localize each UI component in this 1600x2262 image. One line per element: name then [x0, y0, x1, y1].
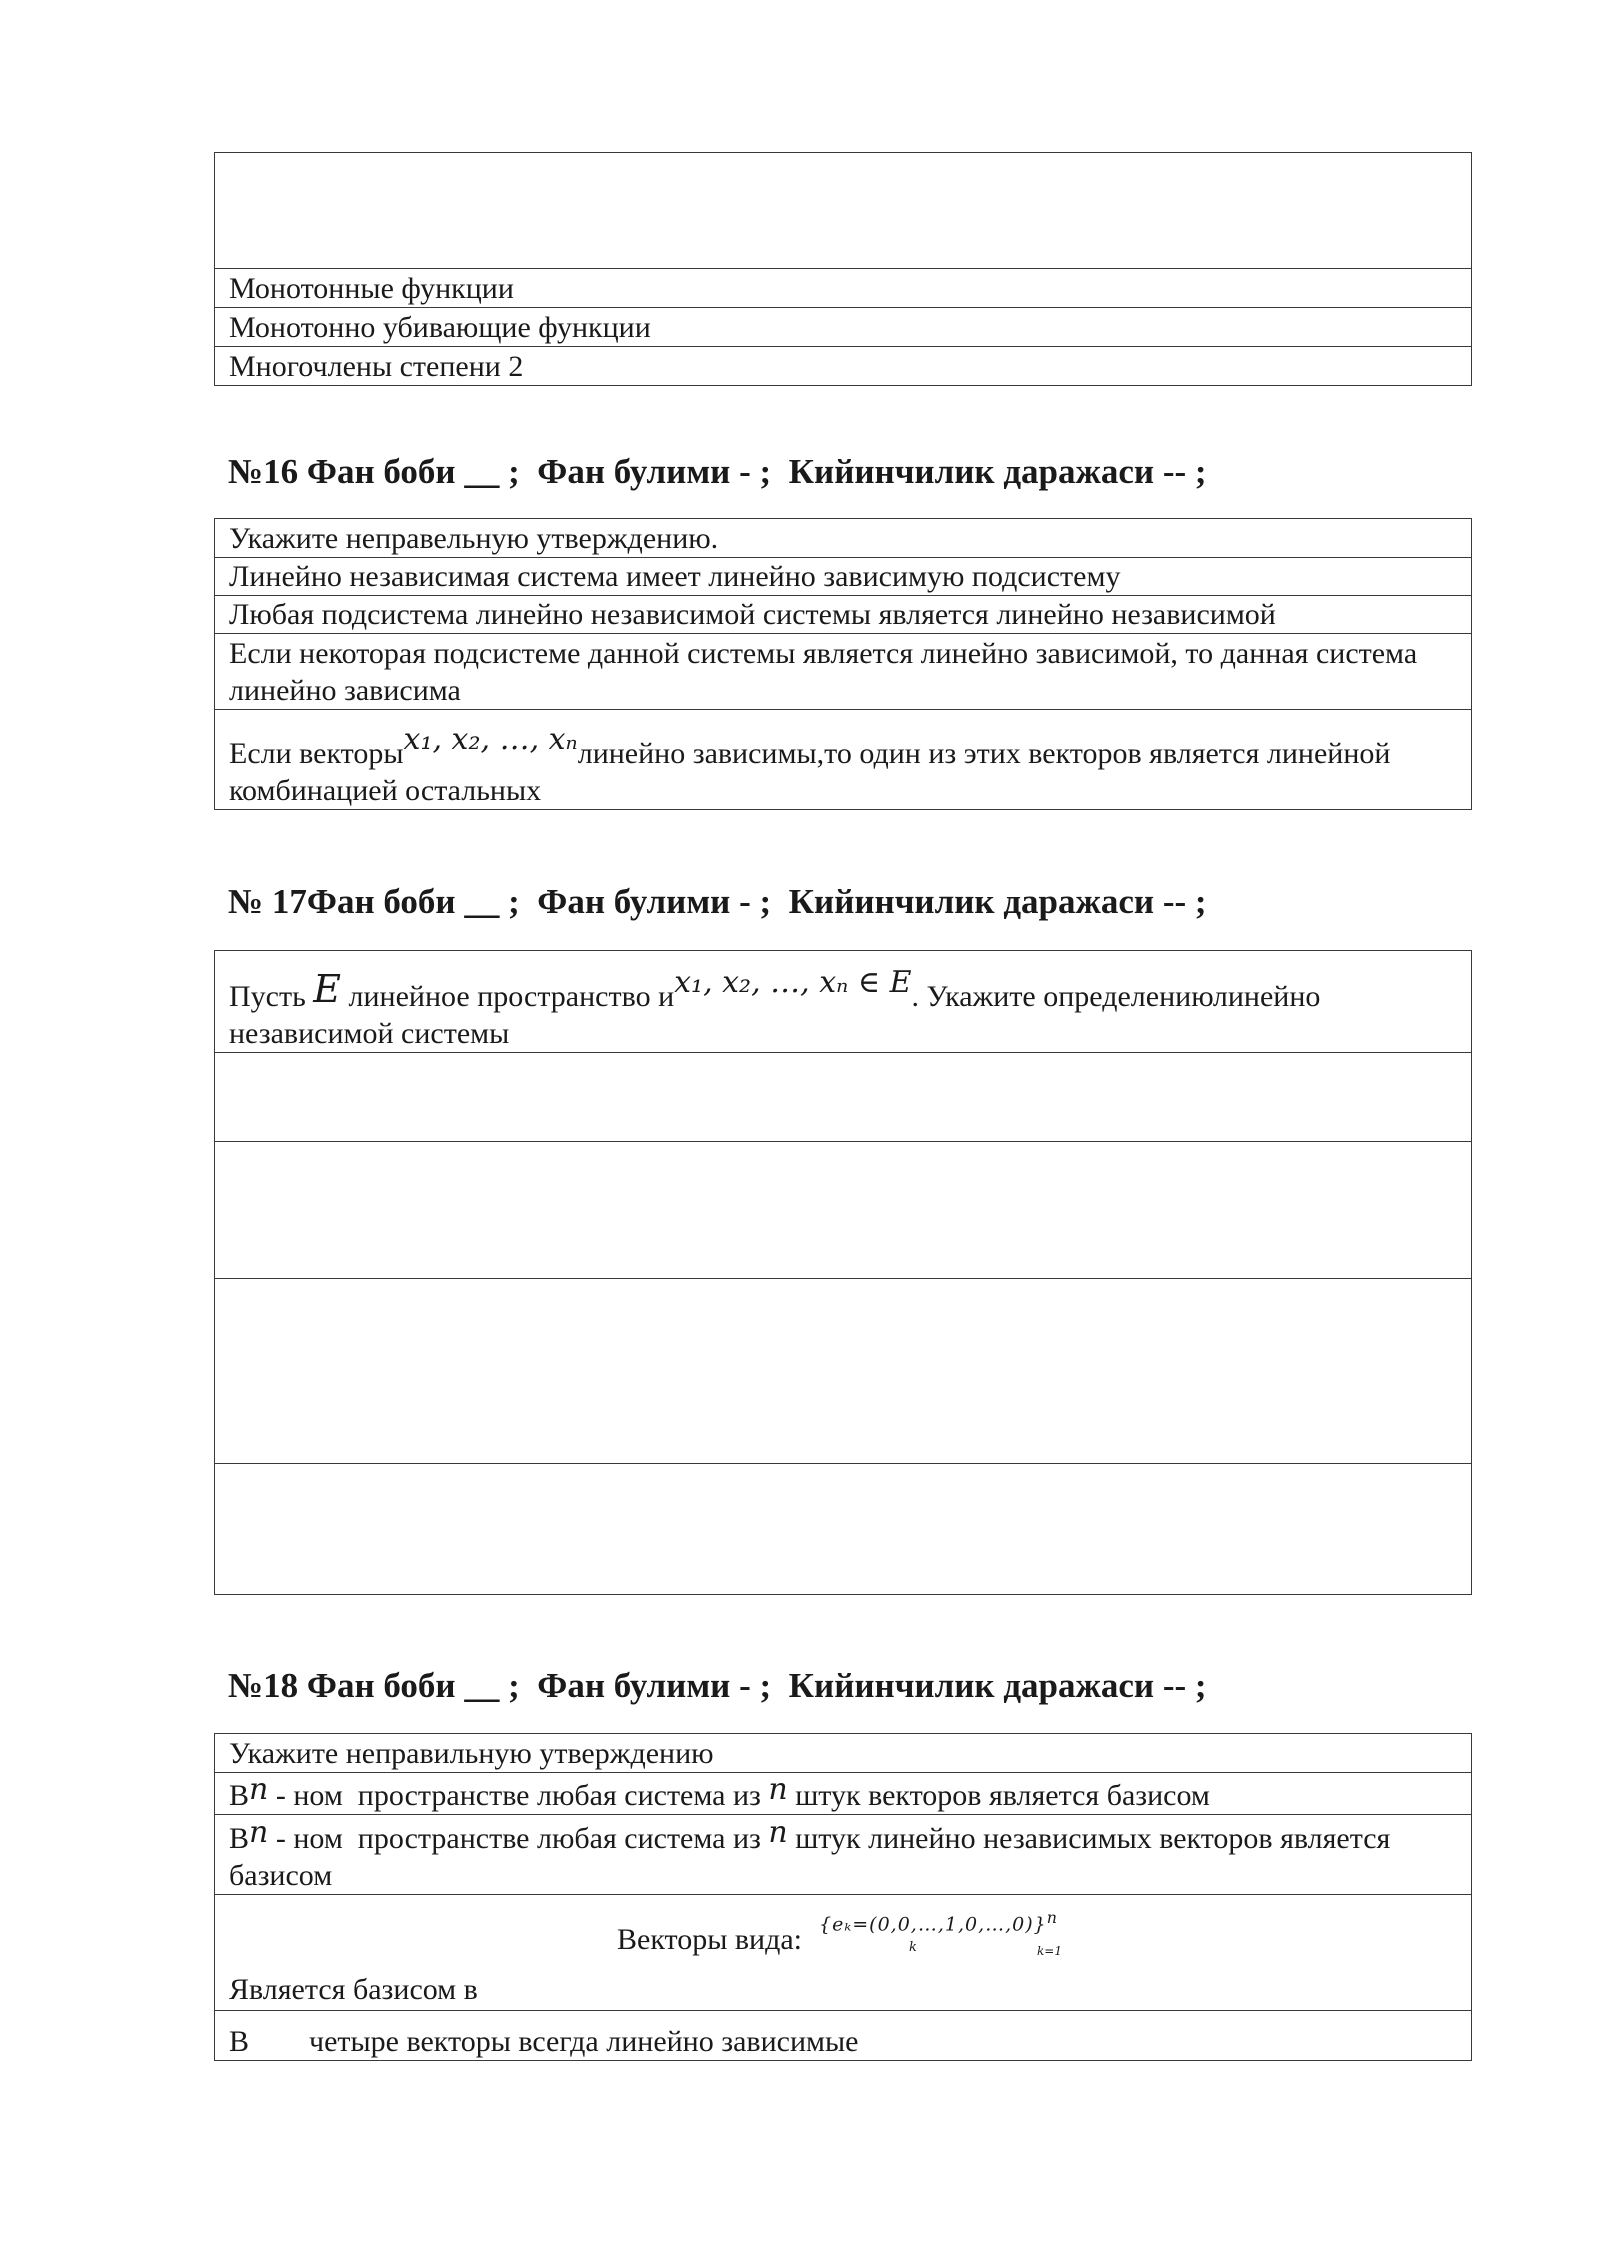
question-16-heading: №16 Фан боби __ ; Фан булими - ; Кийинчилик даражаси -- ;: [228, 452, 1207, 491]
table-row: [215, 1894, 1471, 2010]
question-18-heading: №18 Фан боби __ ; Фан булими - ; Кийинчилик даражаси -- ;: [228, 1666, 1207, 1705]
question-18-table: [214, 1733, 1472, 2061]
table-row: Монотонно убивающие функции: [215, 307, 1471, 346]
table-row: [215, 951, 1471, 1052]
table-row: [215, 153, 1471, 268]
question-text: Пусть E линейное пространство иx₁, x₂, …, xₙ ∈ E. Укажите определениюлинейно независимой системы: [229, 965, 1321, 1050]
answer-option: В четыре векторы всегда линейно зависимые: [229, 2025, 859, 2058]
math-symbol: n: [768, 1772, 788, 1807]
answer-option: Если векторыx₁, x₂, …, xₙлинейно зависимы,то один из этих векторов является линейной комбинацией остальных: [229, 722, 1391, 807]
table-row: [215, 1772, 1471, 1814]
table-row: [215, 519, 1471, 557]
question-text: Укажите неправельную утверждению.: [229, 522, 719, 555]
table-row: [215, 1814, 1471, 1894]
table-row: [215, 1052, 1471, 1141]
math-symbol: n: [249, 1772, 269, 1807]
answer-option: Векторы вида: {eₖ=(0,0,…,1,0,…,0)}$^n$ k k=1 Является базисом в: [215, 1895, 1471, 2010]
table-row: Многочлены степени 2: [215, 346, 1471, 385]
math-expression: x₁, x₂, …, xₙ: [403, 722, 578, 757]
table-row: [215, 633, 1471, 709]
math-symbol: n: [768, 1815, 788, 1850]
answer-option: Любая подсистема линейно независимой системы является линейно независимой: [229, 598, 1276, 631]
question-16-table: [214, 518, 1472, 810]
answer-option: Вn - ном пространстве любая система из n штук векторов является базисом: [229, 1772, 1210, 1812]
math-symbol: E: [313, 967, 342, 1011]
answer-option: Вn - ном пространстве любая система из n штук линейно независимых векторов является базисом: [229, 1815, 1391, 1892]
table-row: [215, 595, 1471, 633]
table-row: [215, 1463, 1471, 1594]
answer-option: Линейно независимая система имеет линейно зависимую подсистему: [229, 560, 1121, 593]
math-formula: {eₖ=(0,0,…,1,0,…,0)}$^n$: [819, 1908, 1058, 1936]
question-17-heading: № 17Фан боби __ ; Фан булими - ; Кийинчилик даражаси -- ;: [228, 882, 1207, 921]
math-symbol: n: [249, 1815, 269, 1850]
table-row: [215, 1734, 1471, 1772]
table-row: [215, 557, 1471, 595]
table-row: Монотонные функции: [215, 268, 1471, 307]
table-row: [215, 1278, 1471, 1463]
question-17-table: [214, 950, 1472, 1595]
question-text: Укажите неправильную утверждению: [229, 1737, 714, 1770]
table-row: [215, 2010, 1471, 2060]
answer-option: Если некоторая подсистеме данной системы является линейно зависимой, то данная система линейно зависима: [229, 637, 1418, 707]
top-answer-table: [214, 152, 1472, 386]
table-row: [215, 1141, 1471, 1278]
table-row: [215, 709, 1471, 809]
math-expression: x₁, x₂, …, xₙ ∈ E: [674, 965, 912, 1000]
